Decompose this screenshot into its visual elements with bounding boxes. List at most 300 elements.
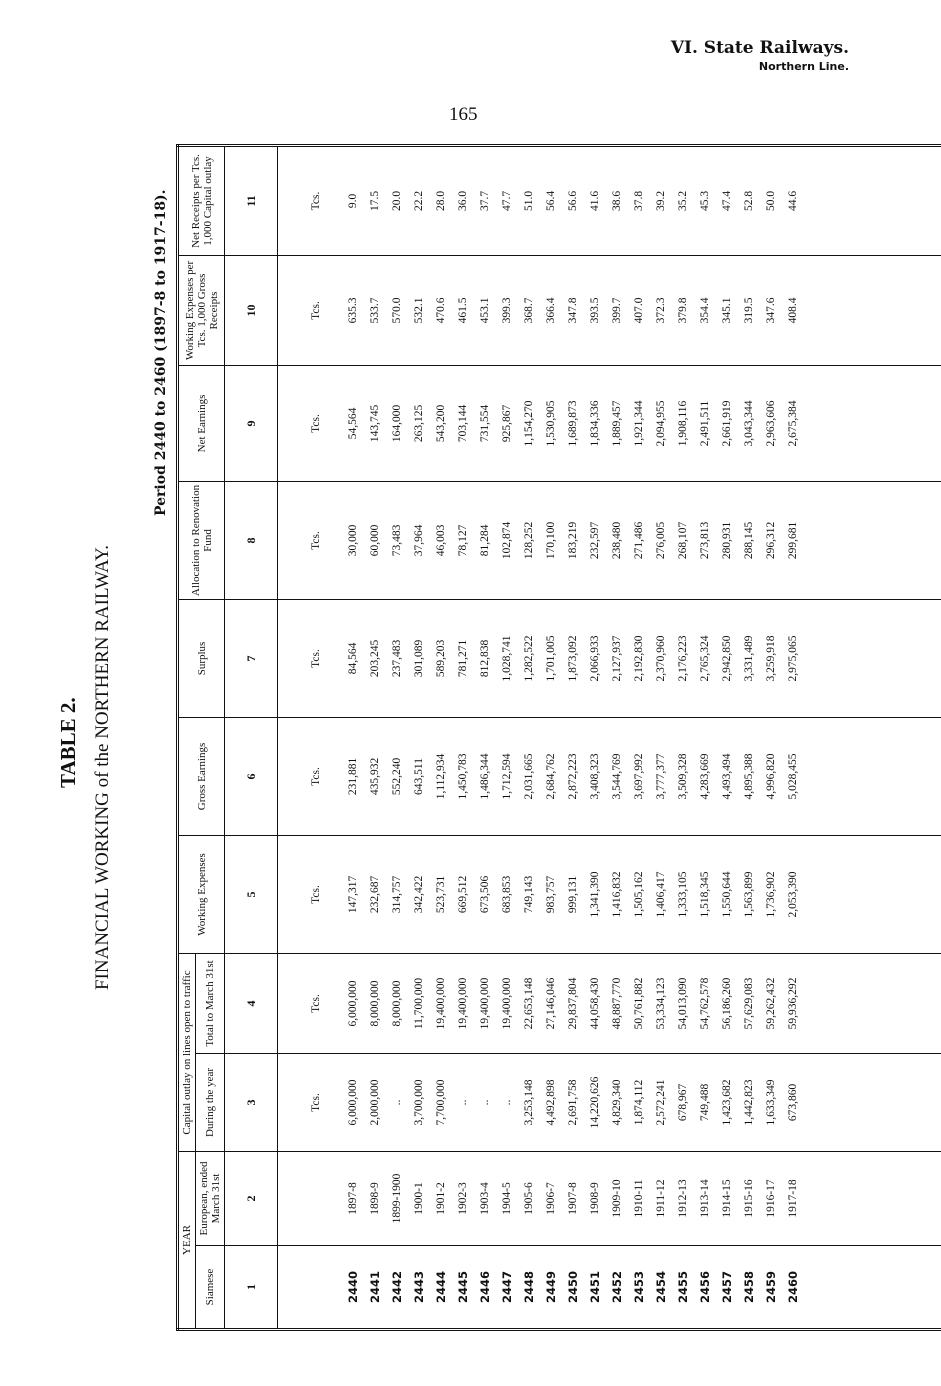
table-cell: 2447 bbox=[496, 1246, 518, 1330]
table-cell: 1,028,741 bbox=[496, 599, 518, 717]
table-cell: 1,406,417 bbox=[650, 835, 672, 953]
table-cell: 1,736,902 bbox=[760, 835, 782, 953]
table-cell: 54,564 bbox=[342, 365, 364, 481]
table-row bbox=[364, 145, 386, 1329]
table-cell: 60,000 bbox=[364, 481, 386, 599]
col-header-1: Siamese bbox=[196, 1246, 225, 1330]
header-row-group bbox=[178, 145, 196, 1329]
table-cell: 1,563,899 bbox=[738, 835, 760, 953]
table-cell: 102,874 bbox=[496, 481, 518, 599]
table-cell: 1,486,344 bbox=[474, 717, 496, 835]
table-cell: 2452 bbox=[606, 1246, 628, 1330]
table-cell: 4,492,898 bbox=[540, 1053, 562, 1151]
table-cell: 37.7 bbox=[474, 145, 496, 255]
table-row bbox=[452, 145, 474, 1329]
table-cell: 372.3 bbox=[650, 255, 672, 365]
table-cell: 73,483 bbox=[386, 481, 408, 599]
table-cell: 1,442,823 bbox=[738, 1053, 760, 1151]
table-cell: 1,341,390 bbox=[584, 835, 606, 953]
table-cell: 533.7 bbox=[364, 255, 386, 365]
table-cell: 2,066,933 bbox=[584, 599, 606, 717]
table-cell: 1,505,162 bbox=[628, 835, 650, 953]
table-row bbox=[716, 145, 738, 1329]
unit-label: Tcs. bbox=[278, 365, 329, 481]
page-number: 165 bbox=[449, 104, 478, 125]
table-cell: 461.5 bbox=[452, 255, 474, 365]
table-row bbox=[694, 145, 716, 1329]
column-number: 11 bbox=[225, 145, 278, 255]
col-header-11: Net Receipts per Tcs. 1,000 Capital outlay bbox=[178, 145, 225, 255]
empty-cell bbox=[804, 481, 941, 599]
empty-cell bbox=[278, 1246, 329, 1330]
col-header-8: Allocation to Renovation Fund bbox=[178, 481, 225, 599]
table-cell: 399.7 bbox=[606, 255, 628, 365]
table-cell: 237,483 bbox=[386, 599, 408, 717]
table-row bbox=[650, 145, 672, 1329]
unit-label: Tcs. bbox=[278, 835, 329, 953]
unit-label: Tcs. bbox=[278, 481, 329, 599]
table-cell: 48,887,770 bbox=[606, 953, 628, 1053]
table-cell: 589,203 bbox=[430, 599, 452, 717]
table-cell: 1,701,005 bbox=[540, 599, 562, 717]
table-cell: 27,146,046 bbox=[540, 953, 562, 1053]
table-row bbox=[760, 145, 782, 1329]
table-cell: 22,653,148 bbox=[518, 953, 540, 1053]
table-cell: 749,143 bbox=[518, 835, 540, 953]
table-cell: 1899-1900 bbox=[386, 1151, 408, 1245]
column-number: 7 bbox=[225, 599, 278, 717]
table-cell: 54,762,578 bbox=[694, 953, 716, 1053]
table-cell: 9.0 bbox=[342, 145, 364, 255]
section-title: VI. State Railways. bbox=[670, 38, 849, 58]
capital-group-header: Capital outlay on lines open to traffic bbox=[178, 953, 196, 1151]
table-cell: 407.0 bbox=[628, 255, 650, 365]
empty-cell bbox=[804, 1151, 941, 1245]
table-cell: 999,131 bbox=[562, 835, 584, 953]
table-cell: 128,252 bbox=[518, 481, 540, 599]
table-cell: 17.5 bbox=[364, 145, 386, 255]
table-cell: 354.4 bbox=[694, 255, 716, 365]
table-cell: 37.8 bbox=[628, 145, 650, 255]
table-number: TABLE 2. bbox=[56, 697, 80, 788]
table-cell: 2441 bbox=[364, 1246, 386, 1330]
table-cell: 271,486 bbox=[628, 481, 650, 599]
table-cell: 3,697,992 bbox=[628, 717, 650, 835]
table-cell: 54,013,090 bbox=[672, 953, 694, 1053]
table-cell: 703,144 bbox=[452, 365, 474, 481]
table-cell: 56.6 bbox=[562, 145, 584, 255]
table-cell: 1,530,905 bbox=[540, 365, 562, 481]
table-row bbox=[518, 145, 540, 1329]
table-cell: 14,220,626 bbox=[584, 1053, 606, 1151]
table-cell: 39.2 bbox=[650, 145, 672, 255]
table-cell: 35.2 bbox=[672, 145, 694, 255]
empty-cell bbox=[328, 365, 342, 481]
table-cell: 368.7 bbox=[518, 255, 540, 365]
table-cell: 147,317 bbox=[342, 835, 364, 953]
financial-table bbox=[176, 144, 941, 1331]
empty-cell bbox=[804, 255, 941, 365]
table-cell: 164,000 bbox=[386, 365, 408, 481]
table-cell: 1,112,934 bbox=[430, 717, 452, 835]
table-row bbox=[474, 145, 496, 1329]
table-cell: 51.0 bbox=[518, 145, 540, 255]
table-row bbox=[782, 145, 804, 1329]
table-cell: 203,245 bbox=[364, 599, 386, 717]
table-cell: 749,488 bbox=[694, 1053, 716, 1151]
table-cell: 280,931 bbox=[716, 481, 738, 599]
table-cell: 4,493,494 bbox=[716, 717, 738, 835]
col-header-7: Surplus bbox=[178, 599, 225, 717]
table-cell: 1,423,682 bbox=[716, 1053, 738, 1151]
table-cell: 1904-5 bbox=[496, 1151, 518, 1245]
table-cell: 552,240 bbox=[386, 717, 408, 835]
table-cell: 3,777,377 bbox=[650, 717, 672, 835]
table-cell: 3,700,000 bbox=[408, 1053, 430, 1151]
table-cell: 1910-11 bbox=[628, 1151, 650, 1245]
table-cell: 1,921,344 bbox=[628, 365, 650, 481]
table-cell: 2453 bbox=[628, 1246, 650, 1330]
table-cell: 5,028,455 bbox=[782, 717, 804, 835]
table-cell: 1,633,349 bbox=[760, 1053, 782, 1151]
table-cell: 543,200 bbox=[430, 365, 452, 481]
table-cell: 1,689,873 bbox=[562, 365, 584, 481]
empty-cell bbox=[328, 953, 342, 1053]
unit-row bbox=[278, 145, 329, 1329]
table-cell: 3,043,344 bbox=[738, 365, 760, 481]
empty-cell bbox=[328, 1151, 342, 1245]
table-cell: 3,509,328 bbox=[672, 717, 694, 835]
table-cell: 1898-9 bbox=[364, 1151, 386, 1245]
table-cell: 3,331,489 bbox=[738, 599, 760, 717]
table-cell: 2455 bbox=[672, 1246, 694, 1330]
table-cell: 30,000 bbox=[342, 481, 364, 599]
empty-cell bbox=[328, 717, 342, 835]
table-cell: 19,400,000 bbox=[430, 953, 452, 1053]
table-cell: 50.0 bbox=[760, 145, 782, 255]
table-cell: 1911-12 bbox=[650, 1151, 672, 1245]
table-cell: 1901-2 bbox=[430, 1151, 452, 1245]
empty-cell bbox=[804, 145, 941, 255]
table-cell: 19,400,000 bbox=[496, 953, 518, 1053]
table-cell: 81,284 bbox=[474, 481, 496, 599]
table-cell: 2445 bbox=[452, 1246, 474, 1330]
table-cell: 1908-9 bbox=[584, 1151, 606, 1245]
table-cell: 52.8 bbox=[738, 145, 760, 255]
table-cell: 56,186,260 bbox=[716, 953, 738, 1053]
table-cell: 1909-10 bbox=[606, 1151, 628, 1245]
table-cell: 183,219 bbox=[562, 481, 584, 599]
col-header-10: Working Expenses per Tcs. 1,000 Gross Receipts bbox=[178, 255, 225, 365]
table-cell: 2444 bbox=[430, 1246, 452, 1330]
table-cell: 4,283,669 bbox=[694, 717, 716, 835]
table-cell: 4,895,388 bbox=[738, 717, 760, 835]
table-cell: 59,262,432 bbox=[760, 953, 782, 1053]
table-cell: 532.1 bbox=[408, 255, 430, 365]
filler-row bbox=[804, 145, 941, 1329]
table-row bbox=[540, 145, 562, 1329]
column-number: 8 bbox=[225, 481, 278, 599]
table-cell: .. bbox=[496, 1053, 518, 1151]
year-group-header: YEAR bbox=[178, 1151, 196, 1329]
table-cell: 2,176,223 bbox=[672, 599, 694, 717]
table-cell: 2,675,384 bbox=[782, 365, 804, 481]
table-cell: 53,334,123 bbox=[650, 953, 672, 1053]
table-cell: 2,491,511 bbox=[694, 365, 716, 481]
table-cell: 1,550,644 bbox=[716, 835, 738, 953]
table-cell: 1915-16 bbox=[738, 1151, 760, 1245]
table-cell: 2,000,000 bbox=[364, 1053, 386, 1151]
table-cell: 635.3 bbox=[342, 255, 364, 365]
table-cell: 2,370,960 bbox=[650, 599, 672, 717]
table-cell: 19,400,000 bbox=[474, 953, 496, 1053]
table-cell: 8,000,000 bbox=[364, 953, 386, 1053]
table-cell: 2450 bbox=[562, 1246, 584, 1330]
running-header bbox=[671, 38, 849, 73]
table-cell: 38.6 bbox=[606, 145, 628, 255]
table-cell: 1,518,345 bbox=[694, 835, 716, 953]
table-cell: 1914-15 bbox=[716, 1151, 738, 1245]
table-row bbox=[386, 145, 408, 1329]
table-cell: 2,127,937 bbox=[606, 599, 628, 717]
table-cell: 319.5 bbox=[738, 255, 760, 365]
table-cell: .. bbox=[386, 1053, 408, 1151]
table-cell: 44.6 bbox=[782, 145, 804, 255]
table-cell: 1,450,783 bbox=[452, 717, 474, 835]
table-cell: 2451 bbox=[584, 1246, 606, 1330]
table-cell: 296,312 bbox=[760, 481, 782, 599]
table-cell: 570.0 bbox=[386, 255, 408, 365]
table-cell: 781,271 bbox=[452, 599, 474, 717]
table-cell: 28.0 bbox=[430, 145, 452, 255]
table-cell: 2,031,665 bbox=[518, 717, 540, 835]
table-cell: 453.1 bbox=[474, 255, 496, 365]
table-cell: 36.0 bbox=[452, 145, 474, 255]
column-number-row bbox=[225, 145, 278, 1329]
table-cell: 6,000,000 bbox=[342, 953, 364, 1053]
empty-cell bbox=[804, 1053, 941, 1151]
column-number: 10 bbox=[225, 255, 278, 365]
table-cell: 2,094,955 bbox=[650, 365, 672, 481]
table-cell: 273,813 bbox=[694, 481, 716, 599]
col-header-2: European, ended March 31st bbox=[196, 1151, 225, 1245]
table-cell: 1916-17 bbox=[760, 1151, 782, 1245]
table-cell: 44,058,430 bbox=[584, 953, 606, 1053]
line-subtitle: Northern Line. bbox=[758, 60, 849, 73]
table-cell: 1907-8 bbox=[562, 1151, 584, 1245]
table-cell: 673,506 bbox=[474, 835, 496, 953]
table-cell: 2458 bbox=[738, 1246, 760, 1330]
unit-label: Tcs. bbox=[278, 1053, 329, 1151]
empty-cell bbox=[328, 1246, 342, 1330]
table-row bbox=[584, 145, 606, 1329]
table-cell: 731,554 bbox=[474, 365, 496, 481]
table-cell: 11,700,000 bbox=[408, 953, 430, 1053]
table-cell: 2448 bbox=[518, 1246, 540, 1330]
table-cell: 1900-1 bbox=[408, 1151, 430, 1245]
empty-cell bbox=[328, 1053, 342, 1151]
table-cell: 2459 bbox=[760, 1246, 782, 1330]
table-cell: 2,942,850 bbox=[716, 599, 738, 717]
col-header-5: Working Expenses bbox=[178, 835, 225, 953]
table-cell: 232,597 bbox=[584, 481, 606, 599]
table-cell: 435,932 bbox=[364, 717, 386, 835]
table-cell: 1,282,522 bbox=[518, 599, 540, 717]
empty-cell bbox=[328, 145, 342, 255]
empty-cell bbox=[328, 835, 342, 953]
table-row bbox=[738, 145, 760, 1329]
table-cell: 4,996,820 bbox=[760, 717, 782, 835]
empty-cell bbox=[804, 365, 941, 481]
empty-cell bbox=[804, 953, 941, 1053]
table-cell: 1,834,336 bbox=[584, 365, 606, 481]
table-cell: 1,873,092 bbox=[562, 599, 584, 717]
col-header-4: Total to March 31st bbox=[196, 953, 225, 1053]
table-cell: 84,564 bbox=[342, 599, 364, 717]
table-cell: 345.1 bbox=[716, 255, 738, 365]
table-cell: 4,829,340 bbox=[606, 1053, 628, 1151]
table-cell: 1,416,832 bbox=[606, 835, 628, 953]
table-cell: 1917-18 bbox=[782, 1151, 804, 1245]
table-title: FINANCIAL WORKING of the NORTHERN RAILWAY. bbox=[92, 545, 113, 990]
spacer-row bbox=[328, 145, 342, 1329]
table-cell: 2,765,324 bbox=[694, 599, 716, 717]
unit-label: Tcs. bbox=[278, 953, 329, 1053]
table-cell: 20.0 bbox=[386, 145, 408, 255]
table-cell: .. bbox=[452, 1053, 474, 1151]
column-number: 6 bbox=[225, 717, 278, 835]
table-cell: 408.4 bbox=[782, 255, 804, 365]
table-cell: 925,867 bbox=[496, 365, 518, 481]
table-cell: 3,253,148 bbox=[518, 1053, 540, 1151]
table-row bbox=[408, 145, 430, 1329]
table-cell: 1897-8 bbox=[342, 1151, 364, 1245]
table-cell: 8,000,000 bbox=[386, 953, 408, 1053]
unit-label: Tcs. bbox=[278, 255, 329, 365]
period-caption: Period 2440 to 2460 (1897-8 to 1917-18). bbox=[153, 189, 169, 516]
table-cell: 3,544,769 bbox=[606, 717, 628, 835]
table-cell: 268,107 bbox=[672, 481, 694, 599]
table-cell: 2449 bbox=[540, 1246, 562, 1330]
table-cell: 50,761,882 bbox=[628, 953, 650, 1053]
table-cell: 2442 bbox=[386, 1246, 408, 1330]
table-cell: 78,127 bbox=[452, 481, 474, 599]
table-cell: 1912-13 bbox=[672, 1151, 694, 1245]
table-cell: 29,837,804 bbox=[562, 953, 584, 1053]
empty-cell bbox=[804, 1246, 941, 1330]
table-cell: 276,005 bbox=[650, 481, 672, 599]
table-row bbox=[562, 145, 584, 1329]
table-cell: 1,889,457 bbox=[606, 365, 628, 481]
table-cell: 170,100 bbox=[540, 481, 562, 599]
table-cell: 1,908,116 bbox=[672, 365, 694, 481]
empty-cell bbox=[328, 481, 342, 599]
table-cell: 1903-4 bbox=[474, 1151, 496, 1245]
table-cell: 2,975,065 bbox=[782, 599, 804, 717]
table-cell: 812,838 bbox=[474, 599, 496, 717]
empty-cell bbox=[328, 599, 342, 717]
table-cell: 347.8 bbox=[562, 255, 584, 365]
table-cell: 47.4 bbox=[716, 145, 738, 255]
table-cell: 263,125 bbox=[408, 365, 430, 481]
table-cell: .. bbox=[474, 1053, 496, 1151]
table-cell: 1,874,112 bbox=[628, 1053, 650, 1151]
table-cell: 2,572,241 bbox=[650, 1053, 672, 1151]
table-cell: 2457 bbox=[716, 1246, 738, 1330]
rotated-table-container bbox=[176, 147, 866, 1331]
column-number: 3 bbox=[225, 1053, 278, 1151]
table-cell: 2440 bbox=[342, 1246, 364, 1330]
table-cell: 1,333,105 bbox=[672, 835, 694, 953]
table-cell: 2,053,390 bbox=[782, 835, 804, 953]
table-cell: 379.8 bbox=[672, 255, 694, 365]
table-cell: 2,963,606 bbox=[760, 365, 782, 481]
table-cell: 314,757 bbox=[386, 835, 408, 953]
table-cell: 347.6 bbox=[760, 255, 782, 365]
column-number: 2 bbox=[225, 1151, 278, 1245]
unit-label: Tcs. bbox=[278, 717, 329, 835]
table-cell: 342,422 bbox=[408, 835, 430, 953]
table-row bbox=[606, 145, 628, 1329]
table-cell: 366.4 bbox=[540, 255, 562, 365]
table-cell: 683,853 bbox=[496, 835, 518, 953]
table-cell: 2,192,830 bbox=[628, 599, 650, 717]
table-cell: 2443 bbox=[408, 1246, 430, 1330]
empty-cell bbox=[328, 255, 342, 365]
table-cell: 6,000,000 bbox=[342, 1053, 364, 1151]
table-cell: 47.7 bbox=[496, 145, 518, 255]
table-cell: 56.4 bbox=[540, 145, 562, 255]
table-cell: 232,687 bbox=[364, 835, 386, 953]
table-cell: 678,967 bbox=[672, 1053, 694, 1151]
table-cell: 2,691,758 bbox=[562, 1053, 584, 1151]
table-cell: 2,661,919 bbox=[716, 365, 738, 481]
table-cell: 2454 bbox=[650, 1246, 672, 1330]
column-number: 4 bbox=[225, 953, 278, 1053]
table-cell: 59,936,292 bbox=[782, 953, 804, 1053]
table-cell: 301,089 bbox=[408, 599, 430, 717]
column-number: 5 bbox=[225, 835, 278, 953]
table-cell: 399.3 bbox=[496, 255, 518, 365]
table-cell: 299,681 bbox=[782, 481, 804, 599]
table-cell: 1,712,594 bbox=[496, 717, 518, 835]
unit-label: Tcs. bbox=[278, 599, 329, 717]
column-number: 9 bbox=[225, 365, 278, 481]
unit-label: Tcs. bbox=[278, 145, 329, 255]
empty-cell bbox=[804, 599, 941, 717]
table-cell: 2446 bbox=[474, 1246, 496, 1330]
table-cell: 41.6 bbox=[584, 145, 606, 255]
table-cell: 238,480 bbox=[606, 481, 628, 599]
col-header-9: Net Earnings bbox=[178, 365, 225, 481]
table-cell: 45.3 bbox=[694, 145, 716, 255]
table-cell: 288,145 bbox=[738, 481, 760, 599]
table-cell: 7,700,000 bbox=[430, 1053, 452, 1151]
table-cell: 1902-3 bbox=[452, 1151, 474, 1245]
table-cell: 2460 bbox=[782, 1246, 804, 1330]
table-cell: 643,511 bbox=[408, 717, 430, 835]
empty-cell bbox=[804, 835, 941, 953]
col-header-3: During the year bbox=[196, 1053, 225, 1151]
table-cell: 523,731 bbox=[430, 835, 452, 953]
table-cell: 22.2 bbox=[408, 145, 430, 255]
table-body bbox=[225, 145, 941, 1329]
table-cell: 2456 bbox=[694, 1246, 716, 1330]
table-cell: 983,757 bbox=[540, 835, 562, 953]
table-cell: 3,408,323 bbox=[584, 717, 606, 835]
table-cell: 2,872,223 bbox=[562, 717, 584, 835]
table-cell: 393.5 bbox=[584, 255, 606, 365]
